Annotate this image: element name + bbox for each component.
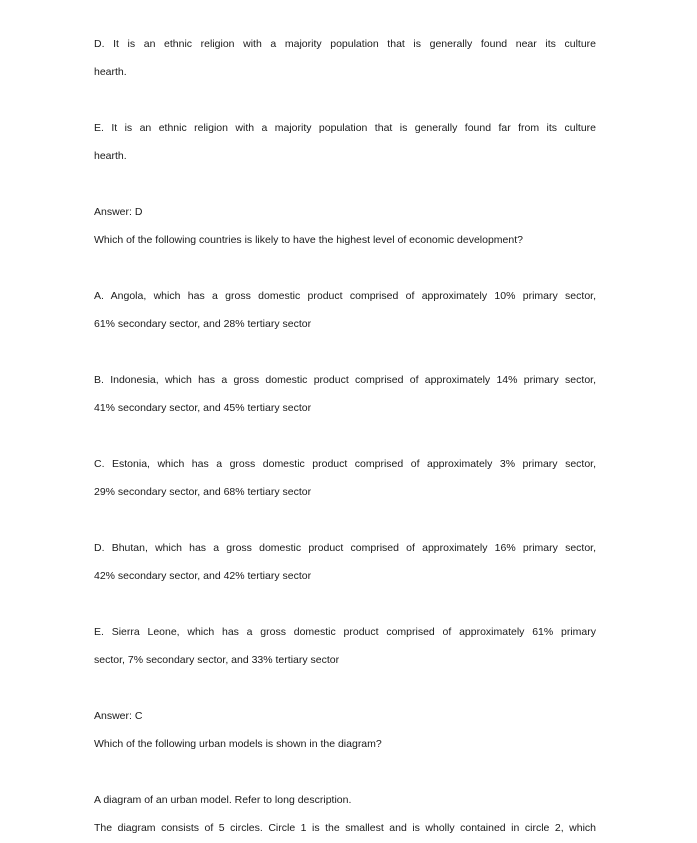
- answer-label-2: Answer: C: [94, 710, 143, 722]
- option-d-religion-line-1: D. It is an ethnic religion with a majority population that is generally found near its culture: [94, 38, 596, 50]
- option-b-indonesia-line-1: B. Indonesia, which has a gross domestic product comprised of approximately 14% primary sector,: [94, 374, 596, 386]
- answer-label-1: Answer: D: [94, 206, 143, 218]
- option-e-religion-line-1: E. It is an ethnic religion with a majority population that is generally found far from its culture: [94, 122, 596, 134]
- option-a-angola-line-1: A. Angola, which has a gross domestic product comprised of approximately 10% primary sector,: [94, 290, 596, 302]
- option-e-sierra-leone-line-1: E. Sierra Leone, which has a gross domestic product comprised of approximately 61% primary: [94, 626, 596, 638]
- option-d-religion-line-2: hearth.: [94, 66, 127, 78]
- option-c-estonia-line-1: C. Estonia, which has a gross domestic product comprised of approximately 3% primary sector,: [94, 458, 596, 470]
- question-economic-development: Which of the following countries is likely to have the highest level of economic development?: [94, 234, 523, 246]
- diagram-description-line-1: The diagram consists of 5 circles. Circle 1 is the smallest and is wholly contained in circle 2, which: [94, 822, 596, 834]
- option-a-angola-line-2: 61% secondary sector, and 28% tertiary sector: [94, 318, 312, 330]
- option-e-religion-line-2: hearth.: [94, 150, 127, 162]
- option-d-bhutan-line-1: D. Bhutan, which has a gross domestic product comprised of approximately 16% primary sector,: [94, 542, 596, 554]
- question-urban-models: Which of the following urban models is shown in the diagram?: [94, 738, 382, 750]
- option-e-sierra-leone-line-2: sector, 7% secondary sector, and 33% tertiary sector: [94, 654, 340, 666]
- option-c-estonia-line-2: 29% secondary sector, and 68% tertiary sector: [94, 486, 312, 498]
- diagram-caption: A diagram of an urban model. Refer to long description.: [94, 794, 352, 806]
- option-b-indonesia-line-2: 41% secondary sector, and 45% tertiary sector: [94, 402, 312, 414]
- option-d-bhutan-line-2: 42% secondary sector, and 42% tertiary sector: [94, 570, 312, 582]
